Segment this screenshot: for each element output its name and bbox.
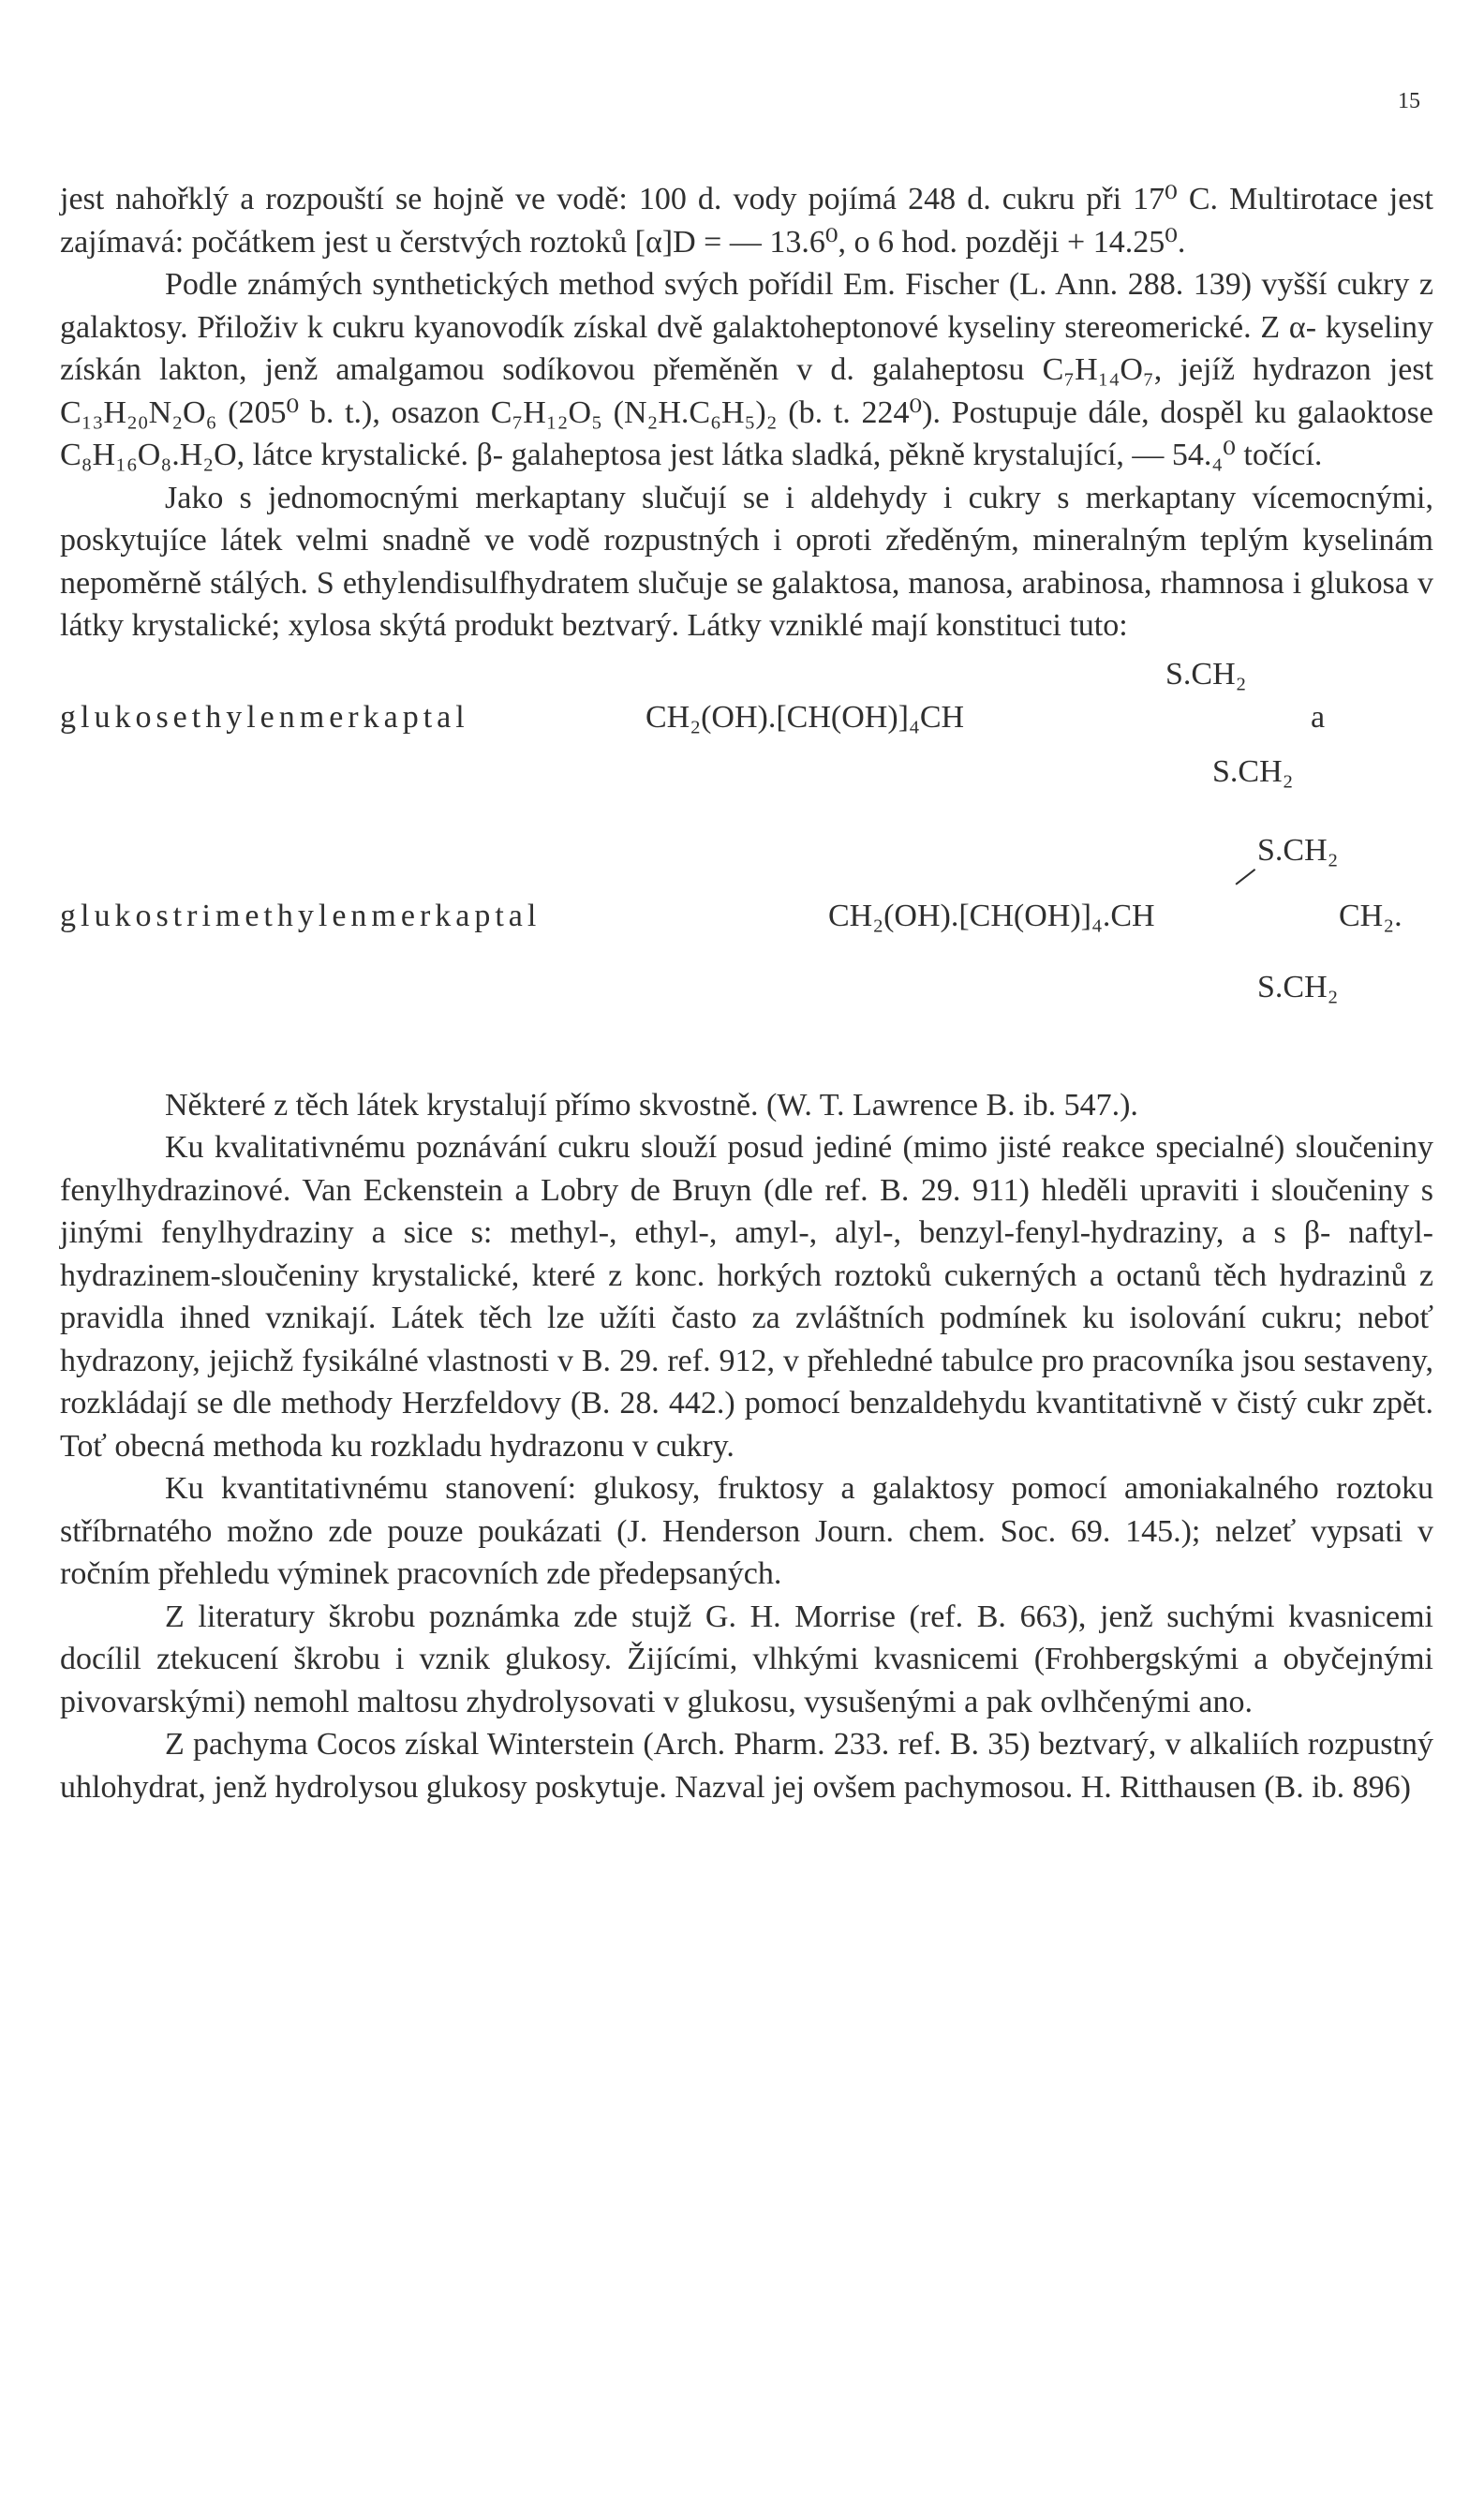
paragraph-1: jest nahořklý a rozpouští se hojně ve vodě: 100 d. vody pojímá 248 d. cukru při 17⁰ C. Multirotace jest zajímavá: počátkem jest u čerstvých roztoků [α]D = — 13.6⁰, o 6 hod. později + 14.25⁰. (60, 182, 1433, 260)
formula2-mid-group: CH₂. (1339, 898, 1402, 933)
bond-line (1236, 869, 1256, 885)
page-body (60, 178, 1433, 1808)
paragraph-3: Jako s jednomocnými merkaptany slučují se i aldehydy i cukry s merkaptany vícemocnými, poskytujíce látek velmi snadně ve vodě rozpustných i oproti zředěným, mineralným teplým kyselinám nepoměrně stálých. S ethylendisulfhydratem slučuje se galaktosa, manosa, arabinosa, rhamnosa i glukosa v látky krystalické; xylosa skýtá produkt beztvarý. Látky vzniklé mají konstituci tuto: (60, 480, 1433, 643)
paragraph-4: Některé z těch látek krystalují přímo skvostně. (W. T. Lawrence B. ib. 547.). (165, 1087, 1138, 1123)
page-number: 15 (1398, 89, 1420, 113)
formula-glukosethylenmerkaptal (60, 653, 1433, 824)
formula1-main: CH₂(OH).[CH(OH)]₄CH (646, 699, 965, 735)
formula2-top-group: S.CH₂ (1257, 832, 1339, 868)
formula1-conjunction: a (1311, 699, 1326, 735)
paragraph-2: Podle známých synthetických method svých pořídil Em. Fischer (L. Ann. 288. 139) vyšší cukry z galaktosy. Přiloživ k cukru kyanovodík získal dvě galaktoheptonové kyseliny stereomerické. Z α- kyseliny získán lakton, jenž amalgamou sodíkovou přeměněn v d. galaheptosu C₇H₁₄O₇, jejíž hydrazon jest C₁₃H₂₀N₂O₆ (205⁰ b. t.), osazon C₇H₁₂O₅ (N₂H.C₆H₅)₂ (b. t. 224⁰). Postupuje dále, dospěl ku galaoktose C₈H₁₆O₈.H₂O, látce krystalické. β- galaheptosa jest látka sladká, pěkně krystalující, — 54.₄⁰ točící. (60, 267, 1433, 472)
paragraph-5: Ku kvalitativnému poznávání cukru slouží posud jediné (mimo jisté reakce specialné) sloučeniny fenylhydrazinové. Van Eckenstein a Lobry de Bruyn (dle ref. B. 29. 911) hleděli upraviti i sloučeniny s jinými fenylhydraziny a sice s: methyl-, ethyl-, amyl-, alyl-, benzyl-fenyl-hydraziny, a s β- naftyl-hydrazinem-sloučeniny krystalické, které z konc. horkých roztoků cukerných a octanů těch hydrazinů z pravidla ihned vznikají. Látek těch lze užíti často za zvláštních podmínek ku isolování cukru; neboť hydrazony, jejichž fysikálné vlastnosti v B. 29. ref. 912, v přehledné tabulce pro pracovníka jsou sestaveny, rozkládají se dle methody Herzfeldovy (B. 28. 442.) pomocí benzaldehydu kvantitativně v čistý cukr zpět. Toť obecná methoda ku rozkladu hydrazonu v cukry. (60, 1130, 1433, 1464)
paragraph-7: Z literatury škrobu poznámka zde stujž G. H. Morrise (ref. B. 663), jenž suchými kvasnicemi docílil ztekucení škrobu i vznik glukosy. Žijícími, vlhkými kvasnicemi (Frohbergskými a obyčejnými pivovarskými) nemohl maltosu zhydrolysovati v glukosu, vysušenými a pak ovlhčenými ano. (60, 1599, 1433, 1719)
formula2-bottom-group: S.CH₂ (1257, 969, 1339, 1004)
formula2-main: CH₂(OH).[CH(OH)]₄.CH (828, 898, 1155, 933)
formula1-name: glukosethylenmerkaptal (60, 699, 469, 735)
formula1-bottom-group: S.CH₂ (1212, 753, 1294, 789)
formula1-top-group: S.CH₂ (1165, 656, 1247, 692)
paragraph-8: Z pachyma Cocos získal Winterstein (Arch. Pharm. 233. ref. B. 35) beztvarý, v alkaliích rozpustný uhlohydrat, jenž hydrolysou glukosy poskytuje. Nazval jej ovšem pachymosou. H. Ritthausen (B. ib. 896) (60, 1727, 1433, 1805)
formula2-name: glukostrimethylenmerkaptal (60, 898, 542, 933)
formula-glukostrimethylenmerkaptal (60, 829, 1433, 1084)
paragraph-6: Ku kvantitativnému stanovení: glukosy, fruktosy a galaktosy pomocí amoniakalného roztoku stříbrnatého možno zde pouze poukázati (J. Henderson Journ. chem. Soc. 69. 145.); nelzeť vypsati v ročním přehledu výminek pracovních zde předepsaných. (60, 1471, 1433, 1591)
